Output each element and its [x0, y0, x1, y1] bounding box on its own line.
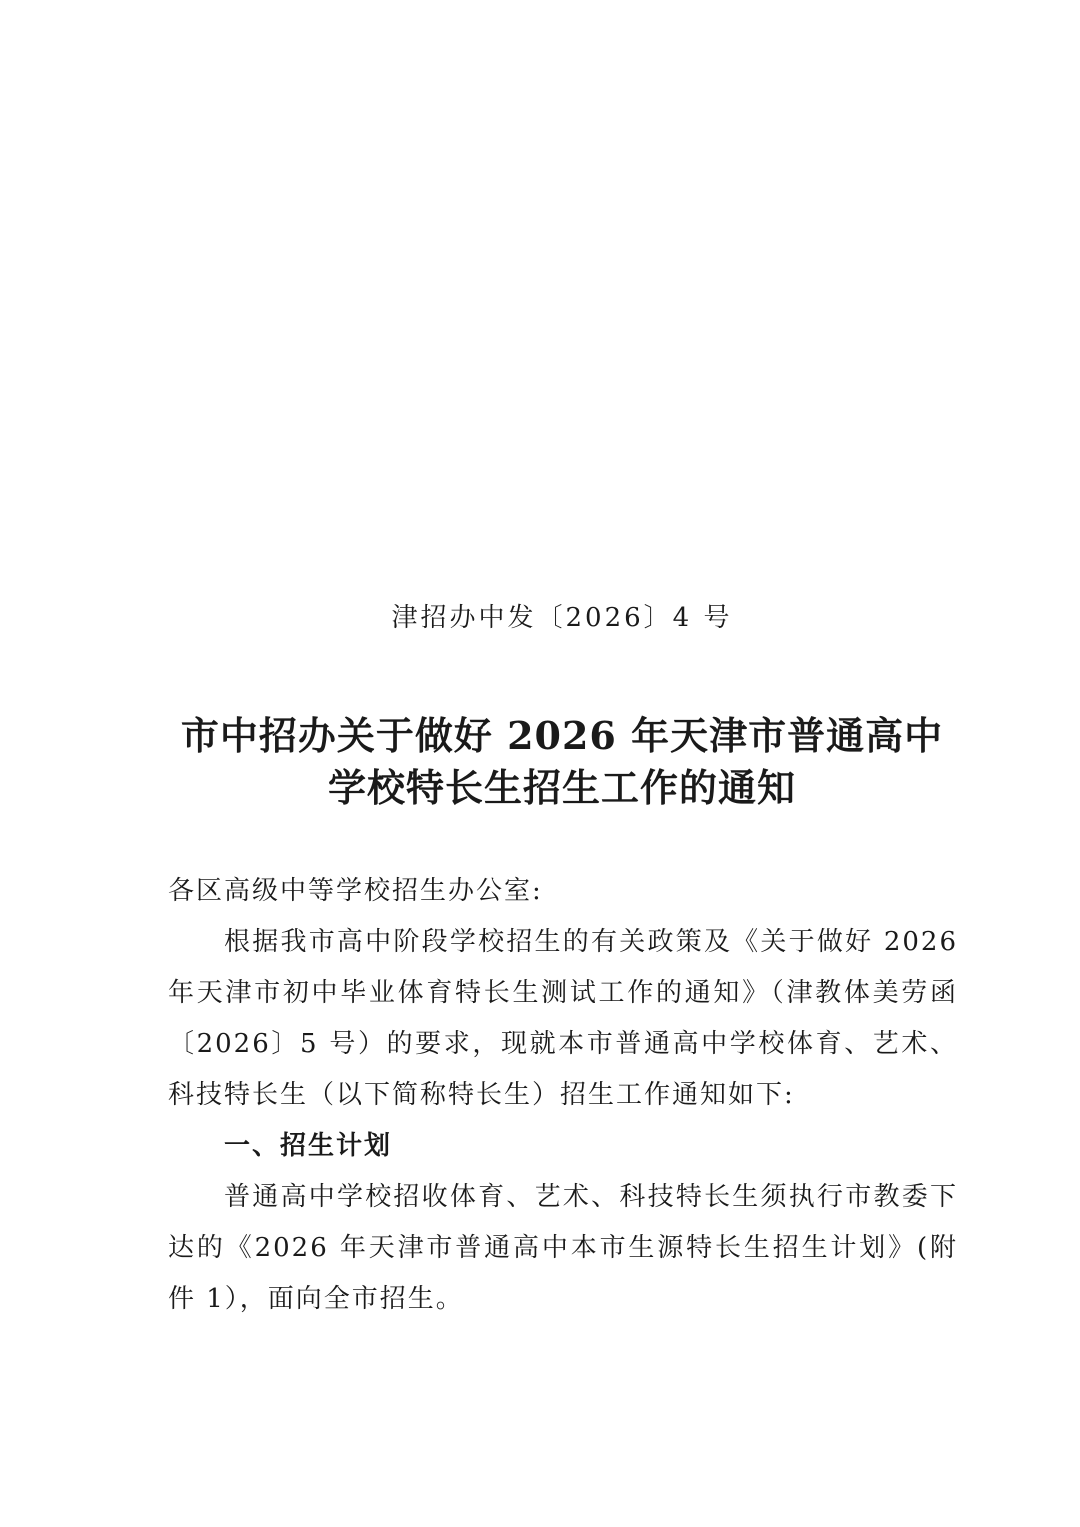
document-body	[168, 866, 958, 1325]
title-line-1: 市中招办关于做好 2026 年天津市普通高中	[180, 713, 944, 758]
section-heading-enrollment-plan: 一、招生计划	[224, 1131, 393, 1161]
document-title	[150, 710, 974, 814]
paragraph-enrollment-plan: 普通高中学校招收体育、艺术、科技特长生须执行市教委下达的《2026 年天津市普通高中本市生源特长生招生计划》(附件 1），面向全市招生。	[168, 1182, 958, 1314]
paragraph-intro: 根据我市高中阶段学校招生的有关政策及《关于做好 2026 年天津市初中毕业体育特长生测试工作的通知》（津教体美劳函〔2026〕5 号）的要求，现就本市普通高中学校体育、艺术、科技特长生（以下简称特长生）招生工作通知如下:	[168, 927, 958, 1110]
document-number: 津招办中发〔2026〕4 号	[391, 603, 733, 633]
title-line-2: 学校特长生招生工作的通知	[327, 765, 796, 810]
salutation: 各区高级中等学校招生办公室:	[168, 876, 543, 906]
